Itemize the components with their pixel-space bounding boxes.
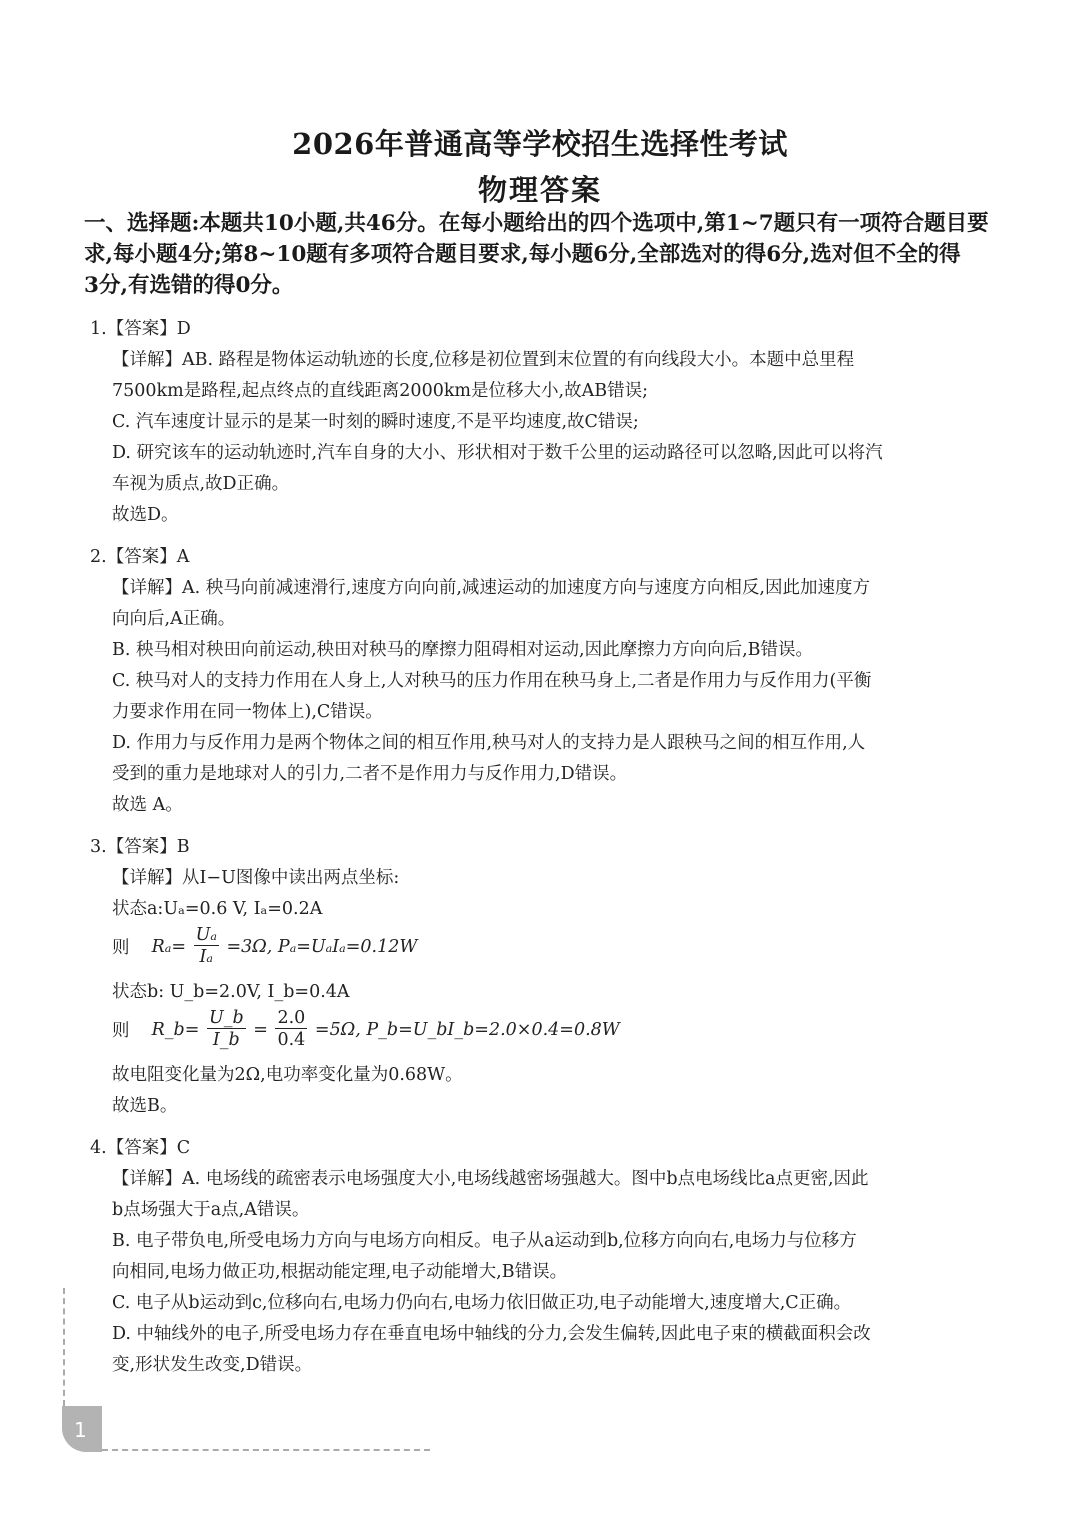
question-4-explanation-line: 向相同,电场力做正功,根据动能定理,电子动能增大,B错误。 [112,1262,568,1282]
fraction [275,1008,307,1051]
question-1-explanation-line: 【详解】AB. 路程是物体运动轨迹的长度,位移是初位置到末位置的有向线段大小。本题中总里程 [112,350,855,370]
page-subtitle: 物理答案 [477,173,602,207]
question-3 [90,831,1000,1122]
section-line: 求,每小题4分;第8~10题有多项符合题目要求,每小题6分,全部选对的得6分,选对但不全的得 [84,242,961,267]
question-1 [90,313,1000,531]
equation-lhs: Rₐ= [151,936,186,957]
section-line: 3分,有选错的得0分。 [84,273,294,298]
question-3-answer: 3.【答案】B [90,837,190,857]
fraction-numerator: Uₐ [195,925,217,945]
section-line: 一、选择题:本题共10小题,共46分。在每小题给出的四个选项中,第1~7题只有一项符合题目要 [84,211,989,236]
fraction-denominator: Iₐ [199,947,213,967]
equation-lead: 则 [112,938,130,958]
question-2-explanation-line: 向向后,A正确。 [112,609,236,629]
question-1-explanation-line: 7500km是路程,起点终点的直线距离2000km是位移大小,故AB错误; [112,381,648,401]
page-title: 2026年普通高等学校招生选择性考试 [292,127,788,161]
page-footer-dashed-line [102,1449,430,1451]
question-2-explanation-line: 受到的重力是地球对人的引力,二者不是作用力与反作用力,D错误。 [112,764,628,784]
question-1-answer: 1.【答案】D [90,319,191,339]
question-4 [90,1132,1000,1381]
question-2-answer: 2.【答案】A [90,547,190,567]
question-3-state-b: 状态b: U_b=2.0V, I_b=0.4A [112,982,350,1002]
page-margin-dashed-line [63,1288,65,1406]
question-2-explanation-line: 力要求作用在同一物体上),C错误。 [112,702,383,722]
section-instructions [84,208,1004,301]
question-2-explanation-line: C. 秧马对人的支持力作用在人身上,人对秧马的压力作用在秧马身上,二者是作用力与反作用力(平衡 [112,671,872,691]
fraction [194,925,219,968]
question-4-explanation-line: D. 中轴线外的电子,所受电场力存在垂直电场中轴线的分力,会发生偏转,因此电子束的横截面积会改 [112,1324,871,1344]
equation-rhs: =3Ω, Pₐ=UₐIₐ=0.12W [226,936,418,957]
equation-lead: 则 [112,1021,130,1041]
question-3-explanation-line: 【详解】从I−U图像中读出两点坐标: [112,868,400,888]
question-4-explanation-line: C. 电子从b运动到c,位移向右,电场力仍向右,电场力依旧做正功,电子动能增大,速度增大,C正确。 [112,1293,852,1313]
page-number: 1 [74,1418,87,1442]
question-2-conclusion: 故选 A。 [112,795,183,815]
question-4-explanation-line: B. 电子带负电,所受电场力方向与电场方向相反。电子从a运动到b,位移方向向右,电场力与位移方 [112,1231,857,1251]
fraction [207,1008,246,1051]
equation-lhs: R_b= [151,1019,200,1040]
question-4-explanation-line: 变,形状发生改变,D错误。 [112,1355,313,1375]
question-1-conclusion: 故选D。 [112,505,179,525]
question-1-explanation-line: C. 汽车速度计显示的是某一时刻的瞬时速度,不是平均速度,故C错误; [112,412,639,432]
fraction-numerator: 2.0 [277,1008,306,1028]
question-3-state-a: 状态a:Uₐ=0.6 V, Iₐ=0.2A [112,899,323,919]
question-4-explanation-line: 【详解】A. 电场线的疏密表示电场强度大小,电场线越密场强越大。图中b点电场线比a点更密,因此 [112,1169,869,1189]
question-3-equation-a [90,925,1000,977]
answers-body [90,313,1000,1381]
fraction-denominator: I_b [212,1030,240,1050]
question-3-conclusion: 故选B。 [112,1096,178,1116]
fraction-denominator: 0.4 [277,1030,306,1050]
equation-rhs: =5Ω, P_b=U_bI_b=2.0×0.4=0.8W [314,1019,620,1040]
question-4-answer: 4.【答案】C [90,1138,191,1158]
question-1-explanation-line: D. 研究该车的运动轨迹时,汽车自身的大小、形状相对于数千公里的运动路径可以忽略,因此可以将汽 [112,443,883,463]
question-2-explanation-line: B. 秧马相对秧田向前运动,秧田对秧马的摩擦力阻碍相对运动,因此摩擦力方向向后,B错误。 [112,640,814,660]
question-2-explanation-line: D. 作用力与反作用力是两个物体之间的相互作用,秧马对人的支持力是人跟秧马之间的相互作用,人 [112,733,866,753]
fraction-numerator: U_b [208,1008,244,1028]
question-3-equation-b: 则 R_b= $\frac{U\_b}{I\_b}$ = $\frac{2.0}{0.4}$ =5Ω, P_b=U_bI_b=2.0×0.4=0.8W [112,1008,620,1050]
question-2-explanation-line: 【详解】A. 秧马向前减速滑行,速度方向向前,减速运动的加速度方向与速度方向相反,因此加速度方 [112,578,870,598]
question-2 [90,541,1000,821]
question-4-explanation-line: b点场强大于a点,A错误。 [112,1200,310,1220]
question-3-result: 故电阻变化量为2Ω,电功率变化量为0.68W。 [112,1065,463,1085]
question-1-explanation-line: 车视为质点,故D正确。 [112,474,290,494]
